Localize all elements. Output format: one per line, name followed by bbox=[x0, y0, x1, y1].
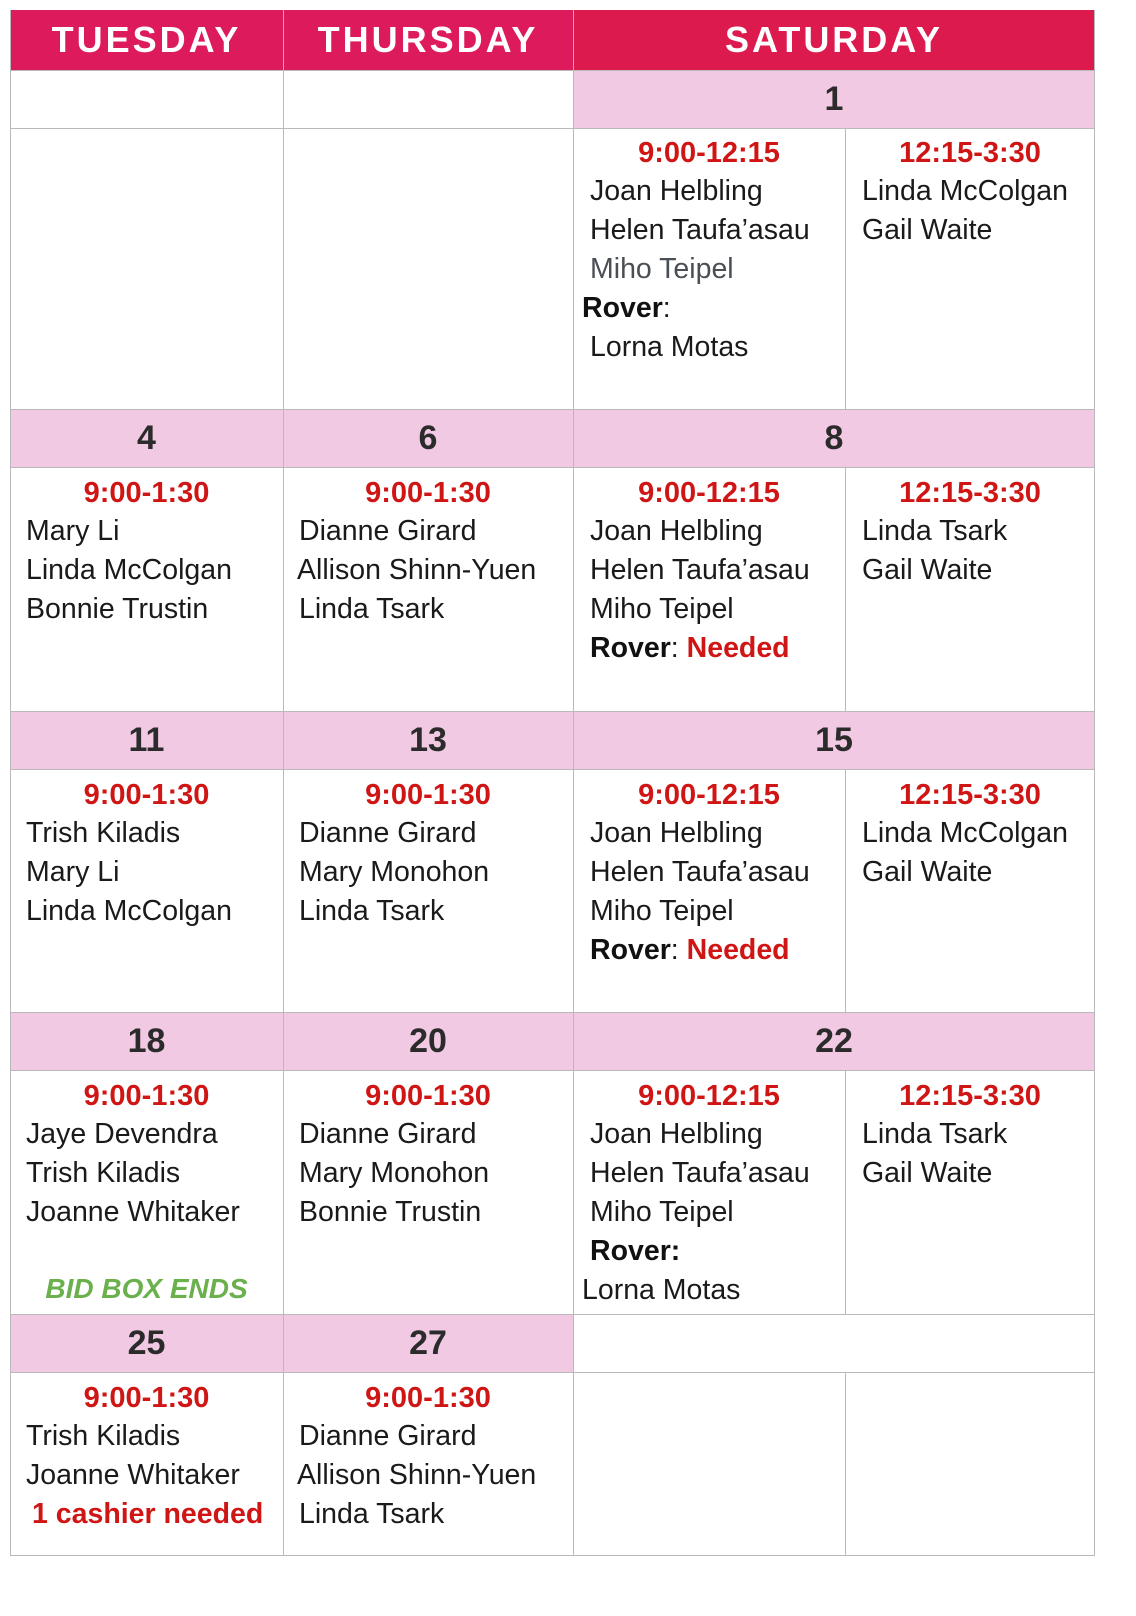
volunteer-name: Linda Tsark bbox=[299, 895, 445, 927]
rover-name: Lorna Motas bbox=[590, 331, 749, 363]
volunteer-name: Jaye Devendra bbox=[26, 1118, 218, 1150]
grid-line bbox=[573, 10, 574, 1556]
volunteer-name: Gail Waite bbox=[862, 214, 993, 246]
shift-time: 9:00-1:30 bbox=[83, 1080, 210, 1112]
shift-time: 9:00-12:15 bbox=[638, 477, 780, 509]
volunteer-name: Joan Helbling bbox=[590, 817, 763, 849]
date-cell: 1 bbox=[573, 70, 1095, 128]
volunteer-name: Helen Taufa’asau bbox=[590, 1157, 810, 1189]
grid-line bbox=[283, 10, 284, 1556]
volunteer-name: Dianne Girard bbox=[299, 515, 477, 547]
date-cell: 20 bbox=[283, 1012, 573, 1070]
header-saturday: SATURDAY bbox=[573, 10, 1095, 70]
date-cell: 6 bbox=[283, 409, 573, 467]
shift-time: 12:15-3:30 bbox=[899, 477, 1041, 509]
grid-line bbox=[845, 769, 846, 1012]
grid-line bbox=[10, 467, 1095, 468]
grid-line bbox=[10, 769, 1095, 770]
shift-time: 9:00-12:15 bbox=[638, 779, 780, 811]
volunteer-name: Linda McColgan bbox=[862, 175, 1068, 207]
volunteer-name: Mary Li bbox=[26, 856, 120, 888]
date-cell: 8 bbox=[573, 409, 1095, 467]
date-cell: 15 bbox=[573, 711, 1095, 769]
volunteer-name: Dianne Girard bbox=[299, 1118, 477, 1150]
volunteer-name: Helen Taufa’asau bbox=[590, 214, 810, 246]
volunteer-name: Trish Kiladis bbox=[26, 817, 181, 849]
rover-separator: : bbox=[662, 292, 671, 324]
volunteer-name: Gail Waite bbox=[862, 1157, 993, 1189]
shift-time: 9:00-1:30 bbox=[365, 1382, 491, 1414]
grid-line bbox=[1094, 10, 1095, 1556]
date-cell: 22 bbox=[573, 1012, 1095, 1070]
date-cell: 13 bbox=[283, 711, 573, 769]
volunteer-name: Linda McColgan bbox=[26, 895, 232, 927]
volunteer-name: Mary Li bbox=[26, 515, 120, 547]
volunteer-name: Linda Tsark bbox=[299, 593, 445, 625]
grid-line bbox=[10, 1012, 1095, 1013]
volunteer-name: Dianne Girard bbox=[299, 817, 477, 849]
grid-line bbox=[10, 128, 1095, 129]
date-cell: 11 bbox=[10, 711, 283, 769]
volunteer-name: Bonnie Trustin bbox=[299, 1196, 482, 1228]
volunteer-name: Joan Helbling bbox=[590, 1118, 763, 1150]
rover-label: Rover bbox=[590, 632, 671, 664]
shift-time: 9:00-1:30 bbox=[365, 1080, 491, 1112]
volunteer-name: Helen Taufa’asau bbox=[590, 554, 810, 586]
volunteer-name: Gail Waite bbox=[862, 856, 993, 888]
date-cell: 18 bbox=[10, 1012, 283, 1070]
bid-box-note: BID BOX ENDS bbox=[45, 1273, 248, 1304]
rover-needed: Needed bbox=[686, 934, 790, 966]
rover-needed: Needed bbox=[686, 632, 790, 664]
header-thursday: THURSDAY bbox=[283, 10, 573, 70]
rover-row bbox=[590, 934, 790, 967]
grid-line bbox=[10, 711, 1095, 712]
volunteer-name: Helen Taufa’asau bbox=[590, 856, 810, 888]
volunteer-name: Trish Kiladis bbox=[26, 1157, 181, 1189]
volunteer-name: Joanne Whitaker bbox=[26, 1196, 240, 1228]
shift-time: 9:00-1:30 bbox=[83, 1382, 210, 1414]
volunteer-name: Dianne Girard bbox=[299, 1420, 477, 1452]
shift-time: 12:15-3:30 bbox=[899, 779, 1041, 811]
shift-time: 12:15-3:30 bbox=[899, 137, 1041, 169]
shift-time: 9:00-1:30 bbox=[365, 477, 491, 509]
rover-row bbox=[582, 292, 671, 325]
volunteer-name: Bonnie Trustin bbox=[26, 593, 209, 625]
shift-time: 12:15-3:30 bbox=[899, 1080, 1041, 1112]
volunteer-name: Linda Tsark bbox=[862, 515, 1008, 547]
grid-line bbox=[10, 70, 1095, 71]
shift-time: 9:00-1:30 bbox=[83, 779, 210, 811]
volunteer-name: Miho Teipel bbox=[590, 253, 734, 285]
shift-time: 9:00-1:30 bbox=[365, 779, 491, 811]
shift-time: 9:00-12:15 bbox=[638, 1080, 780, 1112]
rover-name: Lorna Motas bbox=[582, 1274, 741, 1306]
grid-line bbox=[845, 128, 846, 409]
volunteer-name: Mary Monohon bbox=[299, 1157, 490, 1189]
grid-line bbox=[10, 1314, 1095, 1315]
grid-line bbox=[10, 10, 11, 1556]
rover-label: Rover bbox=[582, 292, 663, 324]
volunteer-name: Joan Helbling bbox=[590, 515, 763, 547]
grid-line bbox=[10, 409, 1095, 410]
volunteer-name: Linda McColgan bbox=[26, 554, 232, 586]
volunteer-name: Linda McColgan bbox=[862, 817, 1068, 849]
volunteer-name: Linda Tsark bbox=[299, 1498, 445, 1530]
grid-line bbox=[10, 1372, 1095, 1373]
volunteer-name: Linda Tsark bbox=[862, 1118, 1008, 1150]
grid-line bbox=[10, 1555, 1095, 1556]
shift-time: 9:00-1:30 bbox=[83, 477, 210, 509]
volunteer-name: Trish Kiladis bbox=[26, 1420, 181, 1452]
volunteer-name: Mary Monohon bbox=[299, 856, 490, 888]
grid-line bbox=[845, 1070, 846, 1314]
grid-line bbox=[845, 467, 846, 711]
volunteer-name: Miho Teipel bbox=[590, 895, 734, 927]
volunteer-name: Allison Shinn-Yuen bbox=[297, 1459, 537, 1491]
date-cell: 25 bbox=[10, 1314, 283, 1372]
shift-time: 9:00-12:15 bbox=[638, 137, 780, 169]
date-cell: 27 bbox=[283, 1314, 573, 1372]
volunteer-name: Joanne Whitaker bbox=[26, 1459, 240, 1491]
volunteer-name: Miho Teipel bbox=[590, 593, 734, 625]
rover-row bbox=[590, 632, 790, 665]
rover-separator: : bbox=[670, 632, 687, 664]
grid-line bbox=[10, 1070, 1095, 1071]
volunteer-name: Allison Shinn-Yuen bbox=[297, 554, 537, 586]
cashier-needed-note: 1 cashier needed bbox=[32, 1498, 264, 1530]
rover-label: Rover bbox=[590, 934, 671, 966]
volunteer-name: Gail Waite bbox=[862, 554, 993, 586]
rover-separator: : bbox=[670, 934, 687, 966]
rover-label: Rover: bbox=[590, 1235, 681, 1267]
grid-line bbox=[845, 1372, 846, 1556]
date-cell: 4 bbox=[10, 409, 283, 467]
volunteer-name: Miho Teipel bbox=[590, 1196, 734, 1228]
header-tuesday: TUESDAY bbox=[10, 10, 283, 70]
volunteer-name: Joan Helbling bbox=[590, 175, 763, 207]
